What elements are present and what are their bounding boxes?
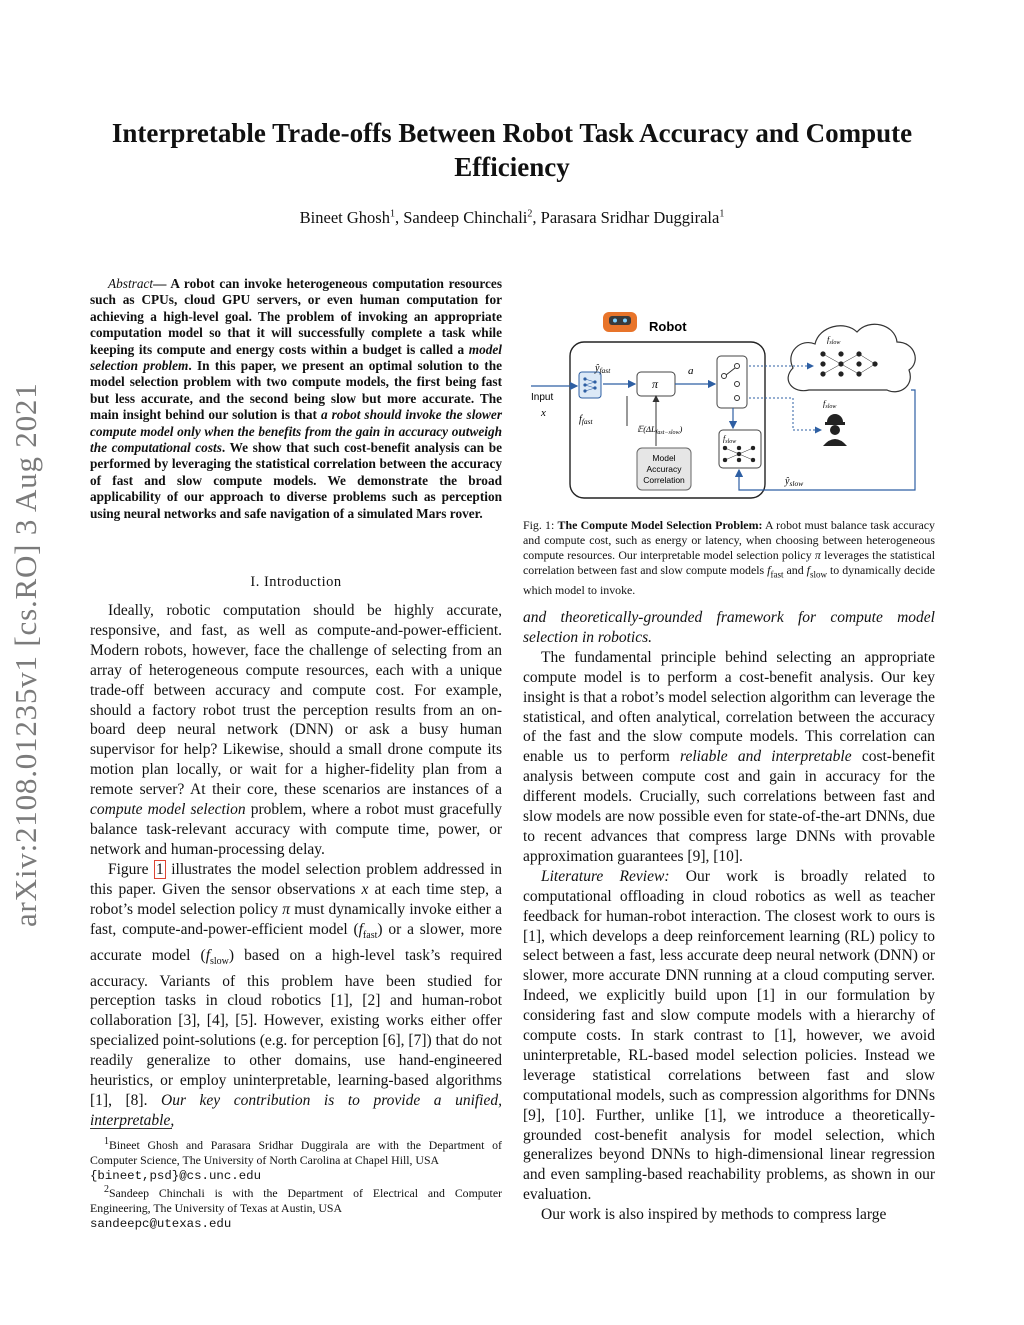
robot-icon [603,312,637,332]
abstract-emph-2: a robot should invoke the slower compute model only when the benefits from the gain in accuracy outweigh the computational costs [90,407,502,456]
f-slow-local-label: $f_{slow}$ [723,434,737,445]
literature-review-paragraph: Literature Review: Our work is broadly related to computational offloading in cloud robotics as well as teacher feedback for human-robot interaction. The closest work to ours is [1], which develops a deep reinforcement learning (RL) policy to select between a fast, less accurate deep neural network (DNN) or slower, more accurate DNN running at a cloud computing server. Indeed, we explicitly build upon [1] in our formulation by considering fast and slow compute models with a hierarchy of compute costs. In stark contrast to [1], however, we avoid uninterpretable, RL-based model selection policies. Instead we leverage statistical correlations between fast and slow computational models, such as compression algorithms for DNNs [9], [10]. Further, unlike [1], we introduce a theoretically-grounded cost-benefit analysis for model selection, which generalizes beyond DNNs to high-dimensional linear regression and even sampling-based reachability problems, as shown in our evaluation. [523,867,935,1204]
paper-title [90,116,934,184]
input-var: x [541,407,546,419]
section-heading-introduction: I. Introduction [250,574,342,590]
author-sep: , [532,208,541,227]
introduction-body [90,601,502,1131]
footnote-1-email[interactable]: {bineet,psd}@cs.unc.edu [90,1168,262,1183]
right-paragraph-1: The fundamental principle behind selecting an appropriate compute model is to perform a cost-benefit analysis. Our key insight is that a robot’s model selection algorithm can leverage the statistical, and often analytical, correlation between the accuracy of the fast and the slow compute models. This correlation can enable us to perform reliable and interpretable cost-benefit analysis between compute cost and gain in accuracy for the different models. Crucially, such correlations between fast and slow models are now possible even for state-of-the-art DNNs, due to recent advances that compress large DNNs with provable approximation guarantees [9], [10]. [523,648,935,865]
abstract-text-2: . In this paper, we present an optimal solution to the model selection problem with two compute models, the first being fast but less accurate, and the second being slow but more accurate. The main insight behind our solution is that [90,358,503,423]
author-sep: , [394,208,404,227]
footnote-1: $^1$Bineet Ghosh and Parasara Sridhar Duggirala are with the Department of Computer Science, The University of North Carolina at Chapel Hill, USA {bineet,psd}@cs.unc.edu [90,1136,502,1183]
figure-1-link[interactable]: 1 [155,860,164,878]
right-paragraph-3: Our work is also inspired by methods to compress large [541,1206,887,1224]
abstract-text-1: A robot can invoke heterogeneous computation resources such as CPUs, cloud GPU servers, or even human computation for achieving a high-level goal. The problem of invoking an appropriate computation model so that it will successfully complete a task while keeping its compute and energy costs within a budget is called a [90,276,502,357]
footnotes [90,1135,502,1232]
author-3: Parasara Sridhar Duggirala [540,208,720,227]
f-fast-label: $f_{fast}$ [579,414,593,426]
human-supervisor-icon [823,414,847,446]
title-line-2: Efficiency [454,152,570,182]
figure-1 [523,298,935,508]
author-2-affil: 2 [527,208,533,220]
footnote-2: $^2$Sandeep Chinchali is with the Department of Electrical and Computer Engineering, The University of Texas at Austin, USA sandeepc@utexas.edu [90,1184,502,1231]
contribution-continuation: and theoretically-grounded framework for compute model selection in robotics. [523,609,935,646]
fast-model-icon [579,372,601,398]
corr-line-3: Correlation [643,475,685,485]
action-a: a [688,365,694,377]
f-slow-cloud-label: $f_{slow}$ [827,334,841,346]
author-1-affil: 1 [389,208,395,220]
author-1: Bineet Ghosh [299,208,390,227]
expectation-label: $𝔼(\Delta L_{fast-slow})$ [637,424,683,436]
figure-1-caption: Fig. 1: The Compute Model Selection Problem: A robot must balance task accuracy and compute cost, such as energy or latency, when choosing between heterogeneous compute resources. Our interpretable model selection policy π leverages the statistical correlation between fast and slow compute models $f_{fast}$ and $f_{slow}$ to dynamically decide which model to invoke. [523,518,935,597]
arxiv-sidebar-stamp: arXiv:2108.01235v1 [cs.RO] 3 Aug 2021 [8,382,43,928]
author-list [90,208,934,228]
abstract-label: Abstract [108,276,154,291]
policy-pi: π [652,377,659,391]
yhat-fast-label: $ŷ_{fast}$ [595,363,611,375]
footnote-rule [90,1128,172,1129]
abstract-dash: — [153,276,171,291]
footnote-2-email[interactable]: sandeepc@utexas.edu [90,1216,232,1231]
intro-paragraph-2: Figure 1 illustrates the model selection problem addressed in this paper. Given the sensor observations x at each time step, a robot’s model selection policy π must dynamically invoke either a fast, compute-and-power-efficient model $(f_{fast})$ or a slower, more accurate model $(f_{slow})$ based on a high-level task’s required accuracy. Variants of this problem have been studied for perception tasks in cloud robotics [1], [2] and human-robot collaboration [3], [4], [5]. However, existing works either offer specialized point-solutions (e.g. for perception [6], [7]) that do not readily generalize to other domains, use hand-engineered heuristics, or employ uninterpretable, learning-based algorithms [1], [8]. Our key contribution is to provide a unified, interpretable, [90,860,502,1129]
robot-label: Robot [649,319,687,334]
yhat-slow-label: $ŷ_{slow}$ [785,476,804,488]
model-selection-diagram [523,298,935,508]
author-3-affil: 1 [719,208,725,220]
corr-line-1: Model [652,453,676,463]
intro-paragraph-1: Ideally, robotic computation should be highly accurate, responsive, and fast, as well as compute-and-power-efficient. Modern robots, however, face the challenge of selecting from an array of heterogeneous compute resources, each with a unique trade-off between accuracy and compute cost. For example, should a factory robot trust the perception results from an on-board deep neural network (DNN) or ask a busy human supervisor for help? Likewise, should a small drone compute its motion plan locally, or wait for a higher-fidelity plan from a remote server? At their core, these scenarios are instances of a compute model selection problem, where a robot must gracefully balance task-relevant accuracy with compute time, power, or network and human-processing delay. [90,602,502,858]
abstract [90,276,502,522]
right-column-body [523,608,935,1225]
corr-line-2: Accuracy [646,464,682,474]
title-line-1: Interpretable Trade-offs Between Robot Task Accuracy and Compute [111,118,913,148]
author-2: Sandeep Chinchali [403,208,528,227]
switch-box [717,356,747,408]
abstract-emph-1: model selection problem [90,341,502,374]
f-slow-human-label: $f_{slow}$ [823,398,837,410]
abstract-text-3: . We show that such cost-benefit analysis can be performed by leveraging the statistical correlation between the accuracy of fast and slow compute models. We demonstrate the broad applicability of our approach to diverse problems such as perception using neural networks and safe navigation of a simulated Mars rover. [90,440,502,521]
input-label: Input [531,392,554,403]
